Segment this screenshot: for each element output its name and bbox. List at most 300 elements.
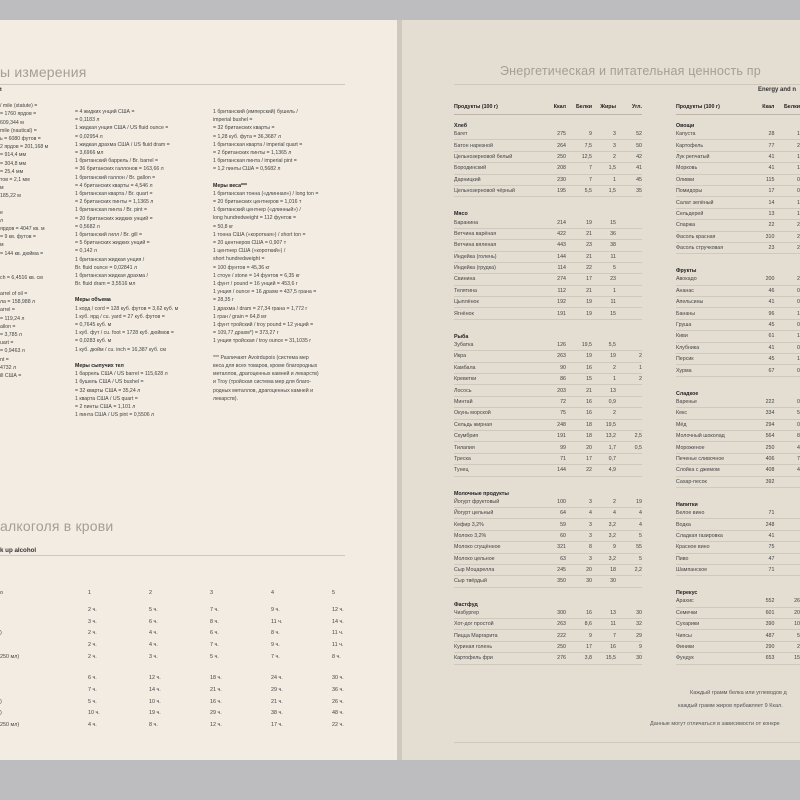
food-value: 16 xyxy=(566,408,592,419)
alcohol-hours: 29 ч. xyxy=(271,686,283,693)
food-value: 2 xyxy=(774,242,800,253)
food-value: 300 xyxy=(540,608,566,619)
food-value: 2 xyxy=(774,231,800,242)
food-row xyxy=(676,354,800,365)
alcohol-hours: 12 ч. xyxy=(332,606,344,613)
food-row xyxy=(676,519,800,530)
measure-line: 1 фунт / pound = 16 унций = 453,6 г xyxy=(213,281,298,288)
food-row xyxy=(454,240,642,251)
food-value xyxy=(616,453,642,464)
column-header: Ккал xyxy=(750,100,775,115)
food-row xyxy=(676,129,800,140)
measure-line: металлов, драгоценных камней и лекарств) xyxy=(213,371,319,378)
food-name: Ветчина вяленая xyxy=(454,240,540,251)
food-row xyxy=(676,607,800,618)
food-value: 350 xyxy=(540,576,566,587)
food-value: 3 xyxy=(592,140,616,151)
food-value: 5,5 xyxy=(566,185,592,196)
food-row xyxy=(676,342,800,353)
food-value: 19,5 xyxy=(592,419,616,430)
alcohol-hours: 11 ч. xyxy=(332,641,344,648)
measure-line: родных металлов, драгоценных камней и xyxy=(213,387,314,394)
food-value: 75 xyxy=(540,408,566,419)
food-name: Фундук xyxy=(676,653,750,664)
food-row xyxy=(454,576,642,587)
food-value: 4 xyxy=(566,507,592,518)
food-name: Индейка (голень) xyxy=(454,251,540,262)
nutrition-table-1 xyxy=(454,100,642,665)
food-name: Помидоры xyxy=(676,185,750,196)
food-value: 275 xyxy=(540,129,566,140)
food-value: 245 xyxy=(540,564,566,575)
food-value: 310 xyxy=(750,231,775,242)
measure-line: allon = xyxy=(0,323,16,330)
alcohol-drink: 250 мл) xyxy=(0,653,20,660)
food-row xyxy=(454,630,642,641)
footnote-3: Данные могут отличаться в зависимости от конкре xyxy=(650,721,780,727)
food-value: 41 xyxy=(750,163,775,174)
category-label: Рыба xyxy=(454,333,469,340)
measure-line: = 0,0283 куб. м xyxy=(75,338,112,345)
alcohol-drink: ) xyxy=(0,710,2,717)
food-value: 0 xyxy=(774,319,800,330)
food-name: Куриная голень xyxy=(454,641,540,652)
alcohol-hours: 8 ч. xyxy=(210,618,219,625)
footnote-1: Каждый грамм белка или углеводов д xyxy=(690,690,787,696)
food-row xyxy=(676,476,800,487)
food-value: 2 xyxy=(616,351,642,362)
alcohol-hours: 3 ч. xyxy=(88,618,97,625)
food-name: Треска xyxy=(454,453,540,464)
food-value: 4 xyxy=(616,507,642,518)
food-value: 4 xyxy=(592,507,616,518)
food-name: Варенье xyxy=(676,397,750,408)
alcohol-row xyxy=(0,696,393,708)
food-value: 4 xyxy=(774,442,800,453)
food-value: 653 xyxy=(750,653,775,664)
food-value: 11 xyxy=(592,619,616,630)
food-name: Пицца Маргарита xyxy=(454,630,540,641)
food-name: Печенье сливочное xyxy=(676,453,750,464)
food-value: 47 xyxy=(750,553,775,564)
food-value: 2 xyxy=(592,151,616,162)
food-value: 126 xyxy=(540,340,566,351)
food-value: 21 xyxy=(566,285,592,296)
food-value: 67 xyxy=(750,365,775,376)
food-name: Кекс xyxy=(676,408,750,419)
food-value: 23 xyxy=(566,240,592,251)
food-name: Цельнозерновой чёрный xyxy=(454,185,540,196)
measure-line: = 2 пинты США = 1,101 л xyxy=(75,403,136,410)
food-value: 29 xyxy=(616,630,642,641)
food-row xyxy=(454,530,642,541)
alcohol-hours: 4 ч. xyxy=(149,641,158,648)
food-row xyxy=(454,174,642,185)
food-value: 100 xyxy=(540,497,566,508)
measure-line: imperial bushel = xyxy=(213,117,253,124)
measure-line: е xyxy=(0,209,3,216)
food-value: 41 xyxy=(750,151,775,162)
food-name: Лук репчатый xyxy=(676,151,750,162)
alcohol-row xyxy=(0,651,393,663)
measure-line: = 1,28 куб. фута = 36,3687 л xyxy=(213,133,281,140)
alcohol-hours: 7 ч. xyxy=(210,606,219,613)
food-name: Апельсины xyxy=(676,297,750,308)
food-value: 90 xyxy=(540,362,566,373)
food-row xyxy=(676,140,800,151)
food-row xyxy=(676,220,800,231)
food-value: 19 xyxy=(566,308,592,319)
food-name: Йогурт фруктовый xyxy=(454,497,540,508)
food-value: 18 xyxy=(566,430,592,441)
category-row xyxy=(676,582,800,596)
category-label: Овощи xyxy=(676,123,695,129)
food-name: Креветки xyxy=(454,374,540,385)
food-value xyxy=(616,419,642,430)
food-value: 264 xyxy=(540,140,566,151)
food-row xyxy=(454,285,642,296)
food-value: 294 xyxy=(750,419,775,430)
measure-line: *** Различают Avoirdupois (система мер xyxy=(213,354,309,361)
measures-column-3 xyxy=(213,108,319,403)
alcohol-hours: 5 ч. xyxy=(88,698,97,705)
measure-line: 1 британская тонна («длинная») / long ton = xyxy=(213,190,319,197)
measure-line: 1 унция тройская / troy ounce = 31,1035 г xyxy=(213,338,312,345)
food-value: 334 xyxy=(750,408,775,419)
alcohol-spacer xyxy=(0,662,393,672)
food-value: 9 xyxy=(592,542,616,553)
measure-line: 1 гран / grain = 64,8 мг xyxy=(213,313,267,320)
measure-heading: Меры веса*** xyxy=(213,182,248,189)
food-value: 15 xyxy=(774,653,800,664)
food-value: 192 xyxy=(540,297,566,308)
food-row xyxy=(454,542,642,553)
category-label: Фастфуд xyxy=(454,601,478,608)
food-value: 564 xyxy=(750,430,775,441)
measure-line: = 109,77 драхм*) = 373,27 г xyxy=(213,330,279,337)
food-value: 250 xyxy=(540,641,566,652)
food-value: 191 xyxy=(540,308,566,319)
food-value xyxy=(616,285,642,296)
measure-line xyxy=(0,94,48,102)
measure-line: 1 британский баррель / Br. barrel = xyxy=(75,158,159,165)
food-name: Сухарики xyxy=(676,619,750,630)
food-row xyxy=(676,185,800,196)
food-name: Спаржа xyxy=(676,220,750,231)
food-value: 276 xyxy=(540,653,566,664)
food-value: 17 xyxy=(566,453,592,464)
measure-line: = 144 кв. дюйма = xyxy=(0,250,44,257)
food-name: Слойка с джемом xyxy=(676,465,750,476)
alcohol-hours: 18 ч. xyxy=(210,675,222,682)
food-name: Оливки xyxy=(676,174,750,185)
measure-line: / mile (statute) = xyxy=(0,103,38,110)
alcohol-hours: 14 ч. xyxy=(149,686,161,693)
alcohol-hours: 11 ч. xyxy=(332,630,344,637)
alcohol-divider xyxy=(0,555,345,556)
food-name: Семечки xyxy=(676,607,750,618)
alcohol-dose-header: 1 xyxy=(88,590,91,596)
food-value: 77 xyxy=(750,140,775,151)
food-value: 1 xyxy=(774,197,800,208)
measure-line: Br. fluid dram = 3,5516 мл xyxy=(75,281,136,288)
food-value: 487 xyxy=(750,630,775,641)
measure-heading: Меры сыпучих тел xyxy=(75,362,124,369)
food-row xyxy=(676,242,800,253)
measure-line: = 9 кв. футов = xyxy=(0,234,36,241)
measure-line: 1 бушель США / US bushel = xyxy=(75,379,144,386)
food-value: 552 xyxy=(750,596,775,607)
food-value: 30 xyxy=(592,576,616,587)
food-row xyxy=(454,564,642,575)
alcohol-hours: 26 ч. xyxy=(332,698,344,705)
measure-line xyxy=(0,258,48,266)
food-value: 11 xyxy=(592,297,616,308)
food-name: Фасоль стручковая xyxy=(676,242,750,253)
food-name: Тилапия xyxy=(454,442,540,453)
food-name: Сельдерей xyxy=(676,208,750,219)
left-page xyxy=(0,20,397,760)
food-value: 2,2 xyxy=(616,564,642,575)
alcohol-hours: 19 ч. xyxy=(149,710,161,717)
food-value: 5 xyxy=(592,262,616,273)
food-name: Мороженое xyxy=(676,442,750,453)
food-value: 21 xyxy=(566,385,592,396)
footnote-2: каждый грамм жиров прибавляет 9 Ккал. xyxy=(678,703,783,709)
food-value: 0,9 xyxy=(592,396,616,407)
food-name: Молоко сгущённое xyxy=(454,542,540,553)
measures-column-1 xyxy=(0,86,48,380)
food-name: Арахис xyxy=(676,596,750,607)
food-name: Цельнозерновой белый xyxy=(454,151,540,162)
food-value: 0 xyxy=(774,285,800,296)
measure-line: 1 британская пинта / imperial pint = xyxy=(213,158,297,165)
measure-line xyxy=(213,174,319,182)
measure-line: arrel = xyxy=(0,307,15,314)
food-row xyxy=(454,619,642,630)
alcohol-hours: 7 ч. xyxy=(271,653,280,660)
food-value: 19 xyxy=(592,351,616,362)
food-value: 0 xyxy=(774,365,800,376)
alcohol-hours: 8 ч. xyxy=(149,722,158,729)
food-row xyxy=(676,542,800,553)
alcohol-hours: 30 ч. xyxy=(332,675,344,682)
food-value: 250 xyxy=(540,151,566,162)
food-value: 28 xyxy=(750,129,775,140)
food-value xyxy=(616,251,642,262)
food-name: Сахар-песок xyxy=(676,476,750,487)
food-value: 200 xyxy=(750,274,775,285)
measure-line: 1 жидкая драхма США / US fluid dram = xyxy=(75,141,170,148)
food-value: 8 xyxy=(566,542,592,553)
food-row xyxy=(676,208,800,219)
food-value: 2 xyxy=(592,408,616,419)
measure-line: ill США = xyxy=(0,373,22,380)
food-row xyxy=(676,319,800,330)
food-value: 3 xyxy=(566,530,592,541)
measures-divider xyxy=(0,84,345,85)
food-value xyxy=(616,576,642,587)
alcohol-hours: 5 ч. xyxy=(149,606,158,613)
food-value: 3,2 xyxy=(592,530,616,541)
food-value: 20 xyxy=(566,442,592,453)
food-row xyxy=(676,453,800,464)
food-value: 0 xyxy=(774,419,800,430)
category-row xyxy=(454,483,642,497)
category-label: Фрукты xyxy=(676,268,697,275)
food-value: 390 xyxy=(750,619,775,630)
measure-line: 1 британская кварта / Br. quart = xyxy=(75,191,153,198)
food-value: 13 xyxy=(592,608,616,619)
measure-line: ch = 6,4516 кв. см xyxy=(0,274,43,281)
food-value: 71 xyxy=(540,453,566,464)
measure-line: и Troy (тройская система мер для благо- xyxy=(213,379,312,386)
food-value: 99 xyxy=(540,442,566,453)
food-value xyxy=(616,465,642,476)
food-value: 18 xyxy=(592,564,616,575)
food-value: 20 xyxy=(566,564,592,575)
alcohol-row xyxy=(0,627,393,639)
measure-line: 1 унция / ounce = 16 драхм = 437,5 грана = xyxy=(213,289,317,296)
food-value: 41 xyxy=(750,342,775,353)
food-value xyxy=(616,297,642,308)
food-value: 16 xyxy=(566,362,592,373)
nutrition-table-2 xyxy=(676,100,800,665)
food-value: 32 xyxy=(616,619,642,630)
food-value: 52 xyxy=(616,129,642,140)
alcohol-hours: 5 ч. xyxy=(210,653,219,660)
food-row xyxy=(454,408,642,419)
food-value: 4,9 xyxy=(592,465,616,476)
food-row xyxy=(454,519,642,530)
category-label: Перекус xyxy=(676,590,698,597)
food-value: 5 xyxy=(774,408,800,419)
food-row xyxy=(454,396,642,407)
food-value: 1 xyxy=(592,285,616,296)
category-label: Напитки xyxy=(676,501,698,508)
food-row xyxy=(454,228,642,239)
alcohol-hours: 2 ч. xyxy=(88,630,97,637)
food-row xyxy=(454,351,642,362)
measure-line: = 36 британских галлонов = 163,66 л xyxy=(75,166,164,173)
category-row xyxy=(454,594,642,608)
alcohol-row xyxy=(0,719,393,731)
food-value: 30 xyxy=(616,608,642,619)
food-value: 5 xyxy=(616,553,642,564)
food-value: 17 xyxy=(566,274,592,285)
alcohol-dose-header: 4 xyxy=(271,590,274,596)
category-label: Хлеб xyxy=(454,123,467,129)
measure-line xyxy=(0,282,48,290)
food-value: 5,5 xyxy=(592,340,616,351)
food-value: 96 xyxy=(750,308,775,319)
food-value xyxy=(616,228,642,239)
food-value xyxy=(774,476,800,487)
alcohol-hours: 10 ч. xyxy=(88,710,100,717)
food-value: 45 xyxy=(750,319,775,330)
food-value: 443 xyxy=(540,240,566,251)
measure-line: = 0,7645 куб. м xyxy=(75,322,112,329)
measure-line: = 0,5682 л xyxy=(75,223,100,230)
food-row xyxy=(454,653,642,664)
measure-line: = 119,24 л xyxy=(0,315,25,322)
alcohol-drink: 250 мл) xyxy=(0,722,20,729)
alcohol-hours: 2 ч. xyxy=(88,641,97,648)
food-value: 290 xyxy=(750,641,775,652)
food-value: 55 xyxy=(616,542,642,553)
food-name: Сладкая газировка xyxy=(676,530,750,541)
food-value: 26 xyxy=(774,596,800,607)
measure-line: = 20 британских центнеров = 1,016 т xyxy=(213,199,302,206)
food-value: 191 xyxy=(540,430,566,441)
food-value: 75 xyxy=(750,542,775,553)
food-value xyxy=(616,408,642,419)
alcohol-drink xyxy=(0,604,88,616)
food-name: Фасоль красная xyxy=(676,231,750,242)
food-row xyxy=(454,507,642,518)
food-value: 15 xyxy=(592,217,616,228)
food-row xyxy=(676,365,800,376)
food-value: 144 xyxy=(540,465,566,476)
category-label: Молочные продукты xyxy=(454,490,509,497)
food-value: 20 xyxy=(774,607,800,618)
measure-line: = 50,8 кг xyxy=(213,223,234,230)
food-value: 13 xyxy=(592,385,616,396)
food-row xyxy=(454,641,642,652)
food-value: 17 xyxy=(566,641,592,652)
category-row xyxy=(676,494,800,508)
alcohol-dose-header: 5 xyxy=(332,590,335,596)
measure-line xyxy=(75,354,178,362)
food-value: 71 xyxy=(750,564,775,575)
food-name: Салат зелёный xyxy=(676,197,750,208)
alcohol-hours: 24 ч. xyxy=(271,675,283,682)
alcohol-row xyxy=(0,708,393,720)
food-value: 5 xyxy=(774,630,800,641)
nutrition-title: Энергетическая и питательная ценность пр xyxy=(500,64,761,78)
measure-line: = 304,8 мм xyxy=(0,160,27,167)
food-value: 35 xyxy=(616,185,642,196)
category-row xyxy=(454,203,642,217)
measure-line xyxy=(75,288,178,296)
food-name: Кефир 3,2% xyxy=(454,519,540,530)
food-value: 1 xyxy=(774,331,800,342)
food-row xyxy=(454,308,642,319)
food-name: Баранина xyxy=(454,217,540,228)
food-name: Капуста xyxy=(676,129,750,140)
measure-line: 1 жидкая унция США / US fluid ounce = xyxy=(75,125,169,132)
measure-line: = 20 центнеров США = 0,907 т xyxy=(213,240,287,247)
right-page xyxy=(402,20,800,760)
food-value: 22 xyxy=(566,262,592,273)
measure-line: ь = 6080 футов = xyxy=(0,136,41,143)
food-value xyxy=(774,519,800,530)
category-label: Мясо xyxy=(454,211,468,218)
food-value: 1 xyxy=(592,174,616,185)
food-name: Окунь морской xyxy=(454,408,540,419)
food-row xyxy=(454,553,642,564)
food-value: 9 xyxy=(616,641,642,652)
food-value: 45 xyxy=(750,354,775,365)
alcohol-drink xyxy=(0,684,88,696)
food-name: Икра xyxy=(454,351,540,362)
food-value xyxy=(774,553,800,564)
food-row xyxy=(676,630,800,641)
measure-line: веса для всех товаров, кроме благородных xyxy=(213,362,318,369)
food-value: 22 xyxy=(750,220,775,231)
food-value: 72 xyxy=(540,396,566,407)
food-value: 3 xyxy=(566,519,592,530)
